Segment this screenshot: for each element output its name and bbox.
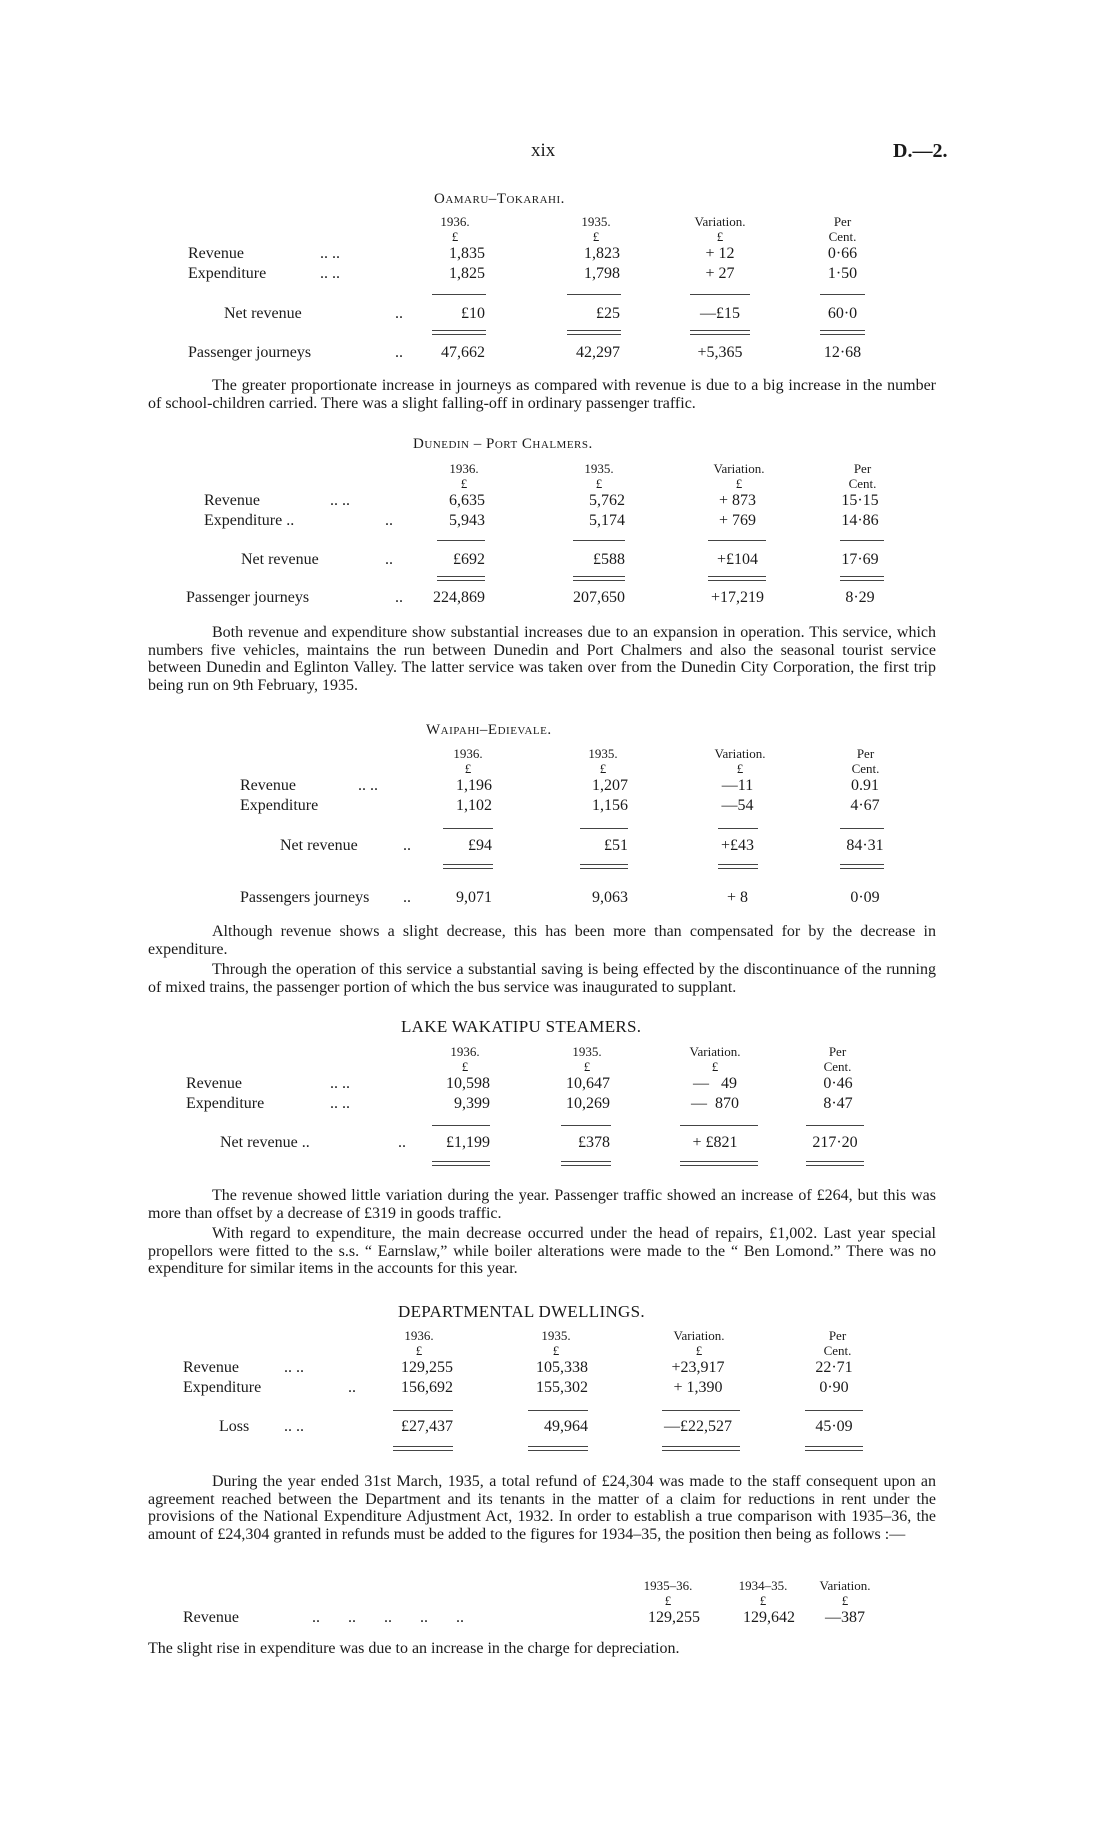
row-label: Revenue <box>240 777 296 794</box>
double-rule <box>561 1161 611 1166</box>
wakatipu-title: LAKE WAKATIPU STEAMERS. <box>401 1017 642 1036</box>
cell-1935: 10,269 <box>566 1095 610 1112</box>
rule <box>432 1125 490 1126</box>
cell-variation: +17,219 <box>710 589 765 606</box>
row-dots: .. .. <box>330 492 350 509</box>
dunedin-header-variation: Variation. £ <box>713 461 765 491</box>
double-rule <box>528 1446 588 1451</box>
dwellings-header-1935: 1935. £ <box>541 1328 571 1358</box>
wakatipu-header-variation: Variation. £ <box>689 1044 741 1074</box>
double-rule <box>805 1446 863 1451</box>
cell-1936: 9,071 <box>456 889 492 906</box>
oamaru-header-1936: 1936. £ <box>440 214 470 244</box>
cell-1935: 1,207 <box>592 777 628 794</box>
rule <box>437 540 485 541</box>
cell-percent: 0·46 <box>823 1075 853 1092</box>
row-dots: .. .. <box>320 245 340 262</box>
cell-1936: 6,635 <box>449 492 485 509</box>
cell-1936: £94 <box>468 837 492 854</box>
cell-percent: 15·15 <box>841 492 879 509</box>
cell-1934-35: 129,642 <box>743 1609 795 1626</box>
cell-variation: — 870 <box>691 1095 739 1112</box>
cell-1936: £10 <box>461 305 485 322</box>
row-dots: .. .. <box>330 1095 350 1112</box>
cell-1936: 5,943 <box>449 512 485 529</box>
row-dots: .. <box>403 837 411 854</box>
cell-percent: 8·29 <box>845 589 875 606</box>
rule <box>718 828 758 829</box>
double-rule <box>806 1161 864 1166</box>
double-rule <box>840 864 884 869</box>
rule <box>528 1410 588 1411</box>
row-label: Expenditure <box>186 1095 265 1112</box>
cell-1936: 129,255 <box>401 1359 453 1376</box>
row-dots: .. .. <box>330 1075 350 1092</box>
rule <box>840 828 884 829</box>
cell-percent: 60·0 <box>827 305 858 322</box>
double-rule <box>443 864 493 869</box>
waipahi-header-variation: Variation. £ <box>714 746 766 776</box>
row-label: Net revenue <box>224 305 302 322</box>
cell-variation: + 769 <box>718 512 757 529</box>
row-dots: .. <box>395 344 403 361</box>
cell-1936: 156,692 <box>401 1379 453 1396</box>
row-label: Revenue <box>183 1609 239 1626</box>
row-label: Expenditure <box>183 1379 262 1396</box>
cell-percent: 1·50 <box>827 265 858 282</box>
paragraph-dwellings: During the year ended 31st March, 1935, a total refund of £24,304 was made to the staff consequent upon an agreement reached between the Department and its tenants in the matter of a claim for reductions in rent under the provisions of the National Expenditure Adjustment Act, 1932. In order to establish a true comparison with 1935–36, the amount of £24,304 granted in refunds must be added to the figures for 1934–35, the position then being as follows :— <box>148 1473 936 1543</box>
cell-1935: £378 <box>578 1134 610 1151</box>
rule <box>708 540 766 541</box>
dwellings-header-percent: Per Cent. <box>823 1328 852 1358</box>
cell-percent: 8·47 <box>823 1095 853 1112</box>
rule <box>806 1125 864 1126</box>
cell-1935: 1,823 <box>584 245 620 262</box>
rule <box>662 1410 740 1411</box>
adjusted-header-variation: Variation. £ <box>819 1578 871 1608</box>
cell-variation: —54 <box>721 797 754 814</box>
waipahi-header-1936: 1936. £ <box>453 746 483 776</box>
row-dots: .. <box>398 1134 406 1151</box>
waipahi-header-percent: Per Cent. <box>851 746 880 776</box>
cell-percent: 0·90 <box>819 1379 849 1396</box>
row-label: Net revenue .. <box>220 1134 310 1151</box>
double-rule <box>567 330 621 335</box>
cell-1935: 1,156 <box>592 797 628 814</box>
cell-percent: 17·69 <box>841 551 879 568</box>
double-rule <box>393 1446 453 1451</box>
cell-1935: £25 <box>596 305 620 322</box>
double-rule <box>662 1446 740 1451</box>
cell-variation: + 12 <box>705 245 735 262</box>
cell-variation: —£22,527 <box>664 1418 732 1435</box>
cell-variation: +23,917 <box>671 1359 725 1376</box>
cell-1935: 105,338 <box>536 1359 588 1376</box>
row-label: Net revenue <box>280 837 358 854</box>
cell-1936: 1,825 <box>449 265 485 282</box>
rule <box>840 540 884 541</box>
rule <box>690 294 750 295</box>
row-dots: .. <box>403 889 411 906</box>
paragraph-dunedin: Both revenue and expenditure show substantial increases due to an expansion in operation. This service, which numbers five vehicles, maintains the run between Dunedin and Port Chalmers and also the seasonal tourist service between Dunedin and Eglinton Valley. The latter service was taken over from the Dunedin City Corporation, the first trip being run on 9th February, 1935. <box>148 624 936 694</box>
adjusted-header-1935-36: 1935–36. £ <box>643 1578 693 1608</box>
dunedin-title: Dunedin – Port Chalmers. <box>413 436 593 452</box>
cell-1936: £27,437 <box>401 1418 453 1435</box>
cell-percent: 22·71 <box>815 1359 853 1376</box>
row-label: Revenue <box>204 492 260 509</box>
cell-1935: 207,650 <box>573 589 625 606</box>
cell-1935: 5,762 <box>589 492 625 509</box>
cell-percent: 84·31 <box>846 837 884 854</box>
cell-1936: 1,102 <box>456 797 492 814</box>
rule <box>567 294 621 295</box>
cell-1935: £51 <box>604 837 628 854</box>
cell-1936: 1,196 <box>456 777 492 794</box>
cell-1936: 224,869 <box>433 589 485 606</box>
oamaru-header-1935: 1935. £ <box>581 214 611 244</box>
double-rule <box>680 1161 758 1166</box>
cell-percent: 4·67 <box>850 797 880 814</box>
cell-variation: +£43 <box>720 837 755 854</box>
waipahi-title: Waipahi–Edievale. <box>426 722 552 738</box>
paragraph-waipahi-2: Through the operation of this service a substantial saving is being effected by the discontinuance of the running of mixed trains, the passenger portion of which the bus service was inaugurated to supplant. <box>148 961 936 996</box>
cell-variation: + 1,390 <box>673 1379 723 1396</box>
row-label: Loss <box>219 1418 250 1435</box>
row-label: Passenger journeys <box>188 344 312 361</box>
cell-1936: 10,598 <box>446 1075 490 1092</box>
double-rule <box>820 330 865 335</box>
double-rule <box>573 576 625 581</box>
row-dots: .. .. <box>284 1418 304 1435</box>
rule <box>805 1410 863 1411</box>
cell-percent: 12·68 <box>823 344 862 361</box>
cell-percent: 14·86 <box>841 512 879 529</box>
rule <box>680 1125 758 1126</box>
row-label: Expenditure <box>240 797 319 814</box>
cell-percent: 45·09 <box>815 1418 853 1435</box>
row-dots: .. <box>348 1379 356 1396</box>
cell-variation: + 873 <box>718 492 757 509</box>
cell-1936: 47,662 <box>441 344 485 361</box>
cell-variation: + 27 <box>705 265 735 282</box>
row-label: Passenger journeys <box>186 589 310 606</box>
double-rule <box>840 576 884 581</box>
double-rule <box>690 330 750 335</box>
rule <box>432 294 486 295</box>
paragraph-waipahi-1: Although revenue shows a slight decrease, this has been more than compensated for by the decrease in expenditure. <box>148 923 936 958</box>
rule <box>820 294 865 295</box>
double-rule <box>580 864 628 869</box>
paragraph-wakatipu-1: The revenue showed little variation during the year. Passenger traffic showed an increase of £264, but this was more than offset by a decrease of £319 in goods traffic. <box>148 1187 936 1222</box>
wakatipu-header-percent: Per Cent. <box>823 1044 852 1074</box>
cell-1935: 9,063 <box>592 889 628 906</box>
row-label: Revenue <box>183 1359 239 1376</box>
cell-percent: 217·20 <box>812 1134 858 1151</box>
row-dots: .. <box>395 305 403 322</box>
row-label: Expenditure <box>188 265 267 282</box>
dwellings-title: DEPARTMENTAL DWELLINGS. <box>398 1302 645 1321</box>
row-dots: .. <box>395 589 403 606</box>
cell-variation: + £821 <box>692 1134 738 1151</box>
row-label: Passengers journeys <box>240 889 370 906</box>
oamaru-title: Oamaru–Tokarahi. <box>434 191 565 207</box>
cell-1935: 5,174 <box>589 512 625 529</box>
cell-1935: 49,964 <box>544 1418 588 1435</box>
cell-1936: £1,199 <box>446 1134 490 1151</box>
row-dots: .. <box>385 512 393 529</box>
cell-percent: 0.91 <box>851 777 879 794</box>
double-rule <box>708 576 766 581</box>
cell-1935: 155,302 <box>536 1379 588 1396</box>
cell-variation: +5,365 <box>697 344 743 361</box>
cell-variation: — 49 <box>693 1075 737 1092</box>
oamaru-header-variation: Variation. £ <box>694 214 746 244</box>
row-dots: .. .. <box>358 777 378 794</box>
dwellings-header-1936: 1936. £ <box>404 1328 434 1358</box>
double-rule <box>718 864 758 869</box>
row-dots: .. .. <box>320 265 340 282</box>
cell-1936: £692 <box>453 551 485 568</box>
cell-1935: 1,798 <box>584 265 620 282</box>
row-label: Net revenue <box>241 551 319 568</box>
dunedin-header-1936: 1936. £ <box>449 461 479 491</box>
rule <box>443 828 493 829</box>
document-code: D.—2. <box>893 140 948 162</box>
wakatipu-header-1936: 1936. £ <box>450 1044 480 1074</box>
row-label: Revenue <box>188 245 244 262</box>
row-label: Expenditure .. <box>204 512 295 529</box>
cell-percent: 0·09 <box>850 889 880 906</box>
row-dots: .. <box>385 551 393 568</box>
waipahi-header-1935: 1935. £ <box>588 746 618 776</box>
rule <box>561 1125 611 1126</box>
dunedin-header-percent: Per Cent. <box>848 461 877 491</box>
cell-variation: +£104 <box>716 551 759 568</box>
row-label: Revenue <box>186 1075 242 1092</box>
rule <box>573 540 625 541</box>
cell-1935: £588 <box>593 551 625 568</box>
cell-1936: 1,835 <box>449 245 485 262</box>
cell-1935: 42,297 <box>576 344 620 361</box>
double-rule <box>432 330 486 335</box>
cell-1935-36: 129,255 <box>648 1609 700 1626</box>
cell-1935: 10,647 <box>566 1075 610 1092</box>
cell-1936: 9,399 <box>454 1095 490 1112</box>
rule <box>393 1410 453 1411</box>
cell-percent: 0·66 <box>827 245 858 262</box>
wakatipu-header-1935: 1935. £ <box>572 1044 602 1074</box>
dwellings-header-variation: Variation. £ <box>673 1328 725 1358</box>
cell-variation: + 8 <box>726 889 749 906</box>
adjusted-header-1934-35: 1934–35. £ <box>738 1578 788 1608</box>
cell-variation: —£15 <box>700 305 740 322</box>
paragraph-oamaru: The greater proportionate increase in journeys as compared with revenue is due to a big increase in the number of school-children carried. There was a slight falling-off in ordinary passenger traffic. <box>148 377 936 412</box>
oamaru-header-percent: Per Cent. <box>828 214 857 244</box>
cell-variation: —387 <box>825 1609 865 1626</box>
row-dots: .. .. .. .. .. <box>312 1609 464 1626</box>
paragraph-wakatipu-2: With regard to expenditure, the main decrease occurred under the head of repairs, £1,002. Last year special propellors were fitted to the s.s. “ Earnslaw,” while boiler alterations were made to the “ Ben Lomond.” There was no expenditure for similar items in the accounts for this year. <box>148 1225 936 1278</box>
double-rule <box>432 1161 490 1166</box>
rule <box>580 828 628 829</box>
page-number: xix <box>531 140 556 161</box>
double-rule <box>437 576 485 581</box>
cell-variation: —11 <box>721 777 754 794</box>
row-dots: .. .. <box>284 1359 304 1376</box>
paragraph-final: The slight rise in expenditure was due to an increase in the charge for depreciation. <box>148 1640 680 1657</box>
dunedin-header-1935: 1935. £ <box>584 461 614 491</box>
